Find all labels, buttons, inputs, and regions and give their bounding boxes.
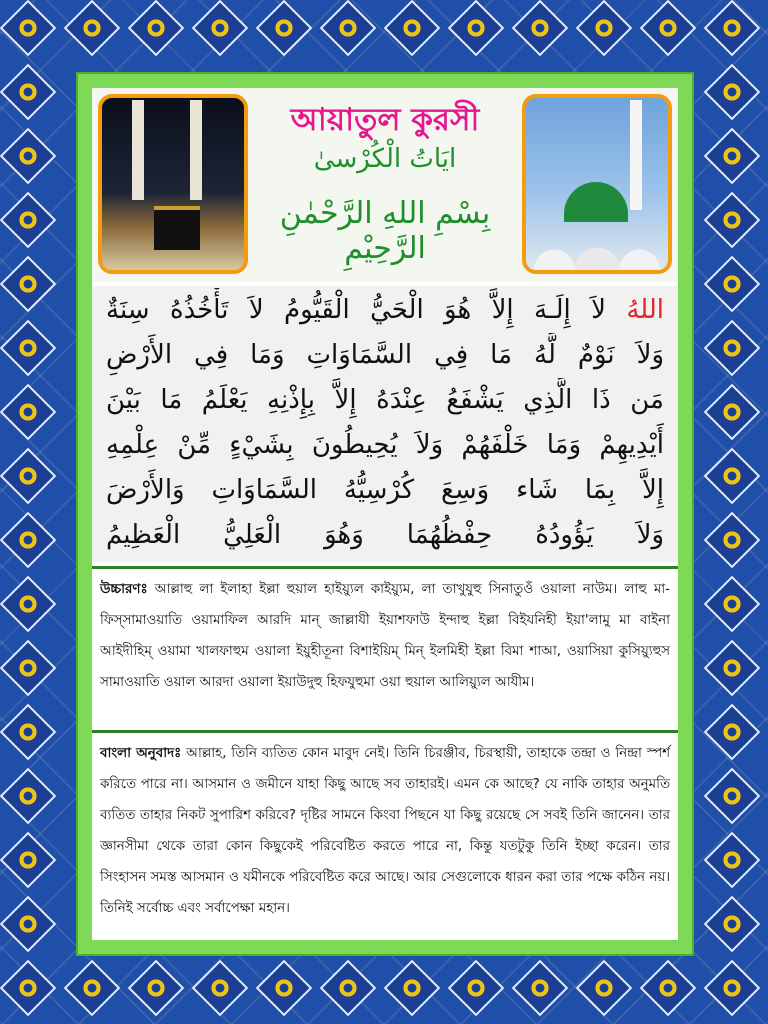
arabic-line-6: وَلاَ يَؤُودُهُ حِفْظُهُمَا وَهُوَ الْعَلِيُّ الْعَظِيمُ bbox=[106, 520, 664, 550]
border-tile bbox=[0, 320, 56, 377]
border-tile bbox=[0, 640, 56, 697]
border-tile bbox=[0, 896, 56, 953]
border-tile bbox=[704, 768, 761, 825]
border-tile bbox=[704, 896, 761, 953]
divider bbox=[92, 566, 678, 569]
bismillah-calligraphy: بِسْمِ اللهِ الرَّحْمٰنِ الرَّحِيْمِ bbox=[279, 196, 491, 266]
border-tile bbox=[448, 0, 505, 56]
title-arabic: ايَاتُ الْكُرْسىٰ bbox=[313, 144, 457, 174]
border-tile bbox=[384, 0, 441, 56]
arabic-verse bbox=[92, 286, 678, 562]
minaret bbox=[630, 100, 642, 210]
border-tile bbox=[0, 64, 56, 121]
border-tile bbox=[0, 960, 56, 1017]
border-tile bbox=[704, 192, 761, 249]
border-tile bbox=[704, 512, 761, 569]
border-tile bbox=[192, 0, 249, 56]
border-tile bbox=[640, 0, 697, 56]
border-tile bbox=[128, 960, 185, 1017]
border-tile bbox=[320, 0, 377, 56]
border-tile bbox=[704, 704, 761, 761]
border-tile bbox=[704, 576, 761, 633]
divider bbox=[92, 730, 678, 733]
pronunciation-label: উচ্চারণঃ bbox=[100, 582, 148, 597]
allah-word: اللهُ bbox=[626, 295, 664, 325]
kaaba bbox=[154, 206, 200, 250]
title-bengali: আয়াতুল কুরসী bbox=[290, 102, 480, 138]
white-domes bbox=[526, 220, 668, 270]
border-tile bbox=[0, 832, 56, 889]
border-tile bbox=[448, 960, 505, 1017]
green-dome-photo bbox=[522, 94, 672, 274]
translation-section bbox=[92, 734, 678, 940]
minaret-right bbox=[190, 100, 202, 200]
border-tile bbox=[576, 0, 633, 56]
green-dome bbox=[564, 182, 628, 222]
border-tile bbox=[704, 960, 761, 1017]
border-tile bbox=[704, 320, 761, 377]
border-tile bbox=[704, 640, 761, 697]
border-tile bbox=[704, 256, 761, 313]
border-tile bbox=[704, 384, 761, 441]
border-tile bbox=[64, 960, 121, 1017]
border-tile bbox=[512, 0, 569, 56]
border-tile bbox=[0, 448, 56, 505]
arabic-line-3: مَن ذَا الَّذِي يَشْفَعُ عِنْدَهُ إِلاَّ بِإِذْنِهِ يَعْلَمُ مَا بَيْنَ bbox=[106, 385, 664, 415]
minaret-left bbox=[132, 100, 144, 200]
border-tile bbox=[256, 960, 313, 1017]
border-tile bbox=[704, 128, 761, 185]
border-tile bbox=[256, 0, 313, 56]
border-tile bbox=[0, 256, 56, 313]
arabic-line-5: إِلاَّ بِمَا شَاء وَسِعَ كُرْسِيُّهُ السَّمَاوَاتِ وَالأَرْضَ bbox=[106, 475, 664, 505]
border-tile bbox=[704, 832, 761, 889]
pronunciation-section bbox=[92, 570, 678, 730]
border-tile bbox=[0, 192, 56, 249]
border-tile bbox=[0, 704, 56, 761]
border-tile bbox=[576, 960, 633, 1017]
arabic-line-1-text: لاَ إِلَـهَ إِلاَّ هُوَ الْحَيُّ الْقَيُّومُ لاَ تَأْخُذُهُ سِنَةٌ bbox=[106, 295, 606, 325]
header bbox=[92, 88, 678, 282]
border-tile bbox=[704, 64, 761, 121]
kaaba-photo bbox=[98, 94, 248, 274]
pronunciation-text: আল্লাহু লা ইলাহা ইল্লা হুয়াল হাইয়্যুল কাইয়্যুম, লা তাখুযুহু সিনাতুওঁ ওয়ালা নাউম। লাহু মা-ফিস্সামাওয়াতি ওয়ামাফিল আরদি মান্ জাল্লাযী ইয়াশফাউ ইন্দাহু ইল্লা বিইযনিহী ইয়া'লামু মা বাইনা আইদীহিম্ ওয়ামা খালফাহুম ওয়ালা ইয়ুহীতূনা বিশাইয়িম্ মিন্ ইলমিহী ইল্লা বিমা শাআ, ওয়াসিয়া কুসিয়্যুহুস সামাওয়াতি ওয়াল আরদা ওয়ালা ইয়াউদুহু হিফযুহুমা ওয়া হুয়াল আলিয়্যুল আযীম। bbox=[100, 582, 670, 690]
border-tile bbox=[704, 448, 761, 505]
border-tile bbox=[384, 960, 441, 1017]
border-tile bbox=[0, 576, 56, 633]
border-tile bbox=[640, 960, 697, 1017]
border-tile bbox=[0, 512, 56, 569]
translation-text: আল্লাহ, তিনি ব্যতিত কোন মাবুদ নেই। তিনি চিরঞ্জীব, চিরস্থায়ী, তাহাকে তন্দ্রা ও নিন্দ্রা স্পর্শ করিতে পারে না। আসমান ও জমীনে যাহা কিছু আছে সব তাহারই। এমন কে আছে? যে নাকি তাহার অনুমতি ব্যতিত তাহার নিকট সুপারিশ করিবে? দৃষ্টির সামনে কিংবা পিছনে যা কিছু রয়েছে সে সবই তিনি জানেন। তার জ্ঞানসীমা থেকে তারা কোন কিছুকেই পরিবেষ্টিত করতে পারে না, কিন্তু যতটুকু তিনি ইচ্ছা করেন। তার সিংহাসন সমস্ত আসমান ও যমীনকে পরিবেষ্টিত করে আছে। আর সেগুলোকে ধারন করা তার পক্ষে কঠিন নয়। তিনিই সর্বোচ্চ এবং সর্বাপেক্ষা মহান। bbox=[100, 746, 670, 916]
border-tile bbox=[512, 960, 569, 1017]
border-tile bbox=[0, 768, 56, 825]
arabic-line-4: أَيْدِيهِمْ وَمَا خَلْفَهُمْ وَلاَ يُحِيطُونَ بِشَيْءٍ مِّنْ عِلْمِهِ bbox=[106, 430, 664, 460]
content-area bbox=[92, 88, 678, 940]
border-tile bbox=[704, 0, 761, 56]
arabic-line-2: وَلاَ نَوْمٌ لَّهُ مَا فِي السَّمَاوَاتِ وَمَا فِي الأَرْضِ bbox=[106, 340, 664, 370]
translation-label: বাংলা অনুবাদঃ bbox=[100, 746, 182, 761]
border-tile bbox=[192, 960, 249, 1017]
content-panel bbox=[76, 72, 694, 956]
border-tile bbox=[0, 384, 56, 441]
arabic-line-1 bbox=[106, 288, 664, 333]
border-tile bbox=[128, 0, 185, 56]
border-tile bbox=[320, 960, 377, 1017]
border-tile bbox=[0, 128, 56, 185]
border-tile bbox=[64, 0, 121, 56]
border-tile bbox=[0, 0, 56, 56]
